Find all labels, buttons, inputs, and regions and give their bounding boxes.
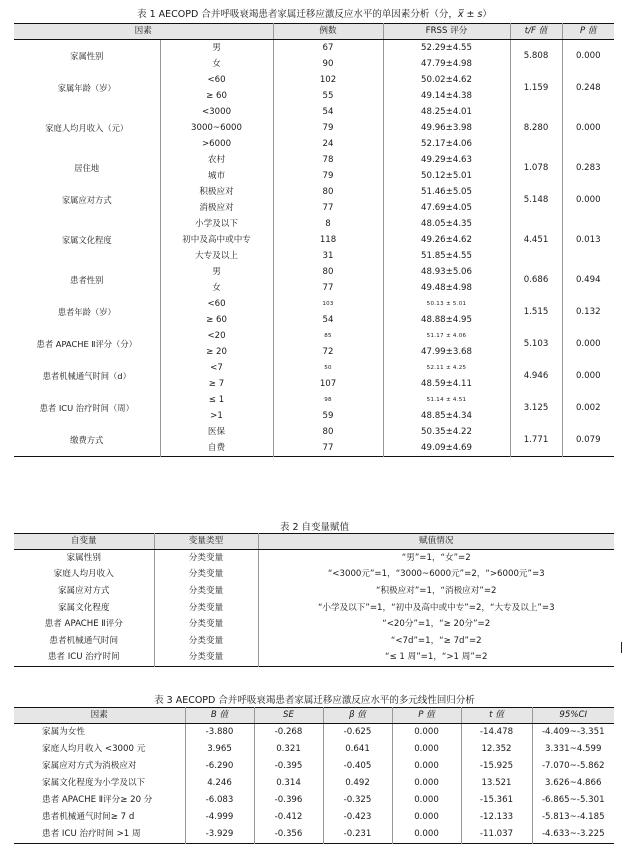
p-value-cell: 0.494 (575, 274, 601, 285)
score-cell: 51.46±5.05 (383, 184, 510, 200)
table2-caption: 表 2 自变量赋值 (279, 522, 350, 533)
score-cell: 48.05±4.35 (383, 216, 510, 232)
assignment-cell: “≤ 1 周”=1，“>1 周”=2 (385, 652, 488, 663)
beta-cell: -0.325 (323, 792, 392, 809)
b-value-cell: -3.929 (185, 826, 254, 844)
level-cell: <60 (160, 296, 273, 312)
stat-cell: 3.125 (510, 392, 562, 424)
level-cell: ≥ 7 (160, 376, 273, 392)
table3-header-b: B 值 (185, 708, 254, 724)
beta-cell: 0.492 (323, 775, 392, 792)
score-cell: 51.85±4.55 (383, 248, 510, 264)
p-value-cell: 0.283 (575, 162, 601, 173)
table2-row (14, 567, 614, 584)
table3-header-beta: β 值 (323, 708, 392, 724)
count-cell: 79 (273, 120, 383, 136)
se-cell: -0.268 (254, 724, 323, 742)
score-cell: 50.13 ± 5.01 (383, 296, 510, 312)
factor-cell: 患者机械通气时间（d） (14, 360, 160, 392)
p-value-cell: 0.013 (575, 234, 601, 245)
ci-cell: -4.633~-3.225 (541, 829, 605, 839)
level-cell: 小学及以下 (160, 216, 273, 232)
type-cell: 分类变量 (154, 650, 258, 667)
factor-cell: 家庭人均月收入 <3000 元 (14, 741, 185, 758)
count-cell: 80 (273, 424, 383, 440)
level-cell: >6000 (160, 136, 273, 152)
table1-caption-text: 表 1 AECOPD 合并呼吸衰竭患者家属迁移应激反应水平的单因素分析（分， (137, 9, 458, 20)
type-cell: 分类变量 (154, 567, 258, 584)
table1-row (14, 360, 614, 376)
factor-cell: 家属文化程度为小学及以下 (14, 775, 185, 792)
score-cell: 48.25±4.01 (383, 104, 510, 120)
p-value-cell: 0.000 (392, 758, 461, 775)
p-value-cell: 0.000 (575, 194, 601, 205)
t-value-cell: 12.352 (461, 741, 532, 758)
score-cell: 49.09±4.69 (383, 440, 510, 457)
type-cell: 分类变量 (154, 633, 258, 650)
p-value-cell: 0.000 (392, 792, 461, 809)
table3-row (14, 724, 614, 742)
factor-cell: 患者 APACHE Ⅱ评分（分） (14, 328, 160, 360)
stat-cell: 5.148 (510, 184, 562, 216)
assignment-cell: “积极应对”=1，“消极应对”=2 (376, 585, 497, 596)
score-cell: 52.29±4.55 (383, 40, 510, 57)
score-cell: 47.79±4.98 (383, 56, 510, 72)
count-cell: 8 (273, 216, 383, 232)
count-cell: 77 (273, 200, 383, 216)
score-cell: 47.69±4.05 (383, 200, 510, 216)
table2-header-variable: 自变量 (14, 534, 154, 550)
variable-cell: 家属应对方式 (14, 583, 154, 600)
stat-cell: 8.280 (510, 104, 562, 152)
level-cell: 女 (160, 280, 273, 296)
variable-cell: 家属性别 (14, 550, 154, 567)
level-cell: <3000 (160, 104, 273, 120)
p-value-cell: 0.132 (575, 306, 601, 317)
p-value-cell: 0.000 (392, 724, 461, 742)
p-value-cell: 0.000 (392, 741, 461, 758)
score-cell: 48.59±4.11 (383, 376, 510, 392)
stat-cell: 5.103 (510, 328, 562, 360)
count-cell: 59 (273, 408, 383, 424)
level-cell: 男 (160, 264, 273, 280)
stat-cell: 1.771 (510, 424, 562, 457)
assignment-cell: “小学及以下”=1，“初中及高中或中专”=2，“大专及以上”=3 (317, 602, 555, 613)
type-cell: 分类变量 (154, 600, 258, 617)
b-value-cell: 3.965 (185, 741, 254, 758)
factor-cell: 患者性别 (14, 264, 160, 296)
assignment-cell: “男”=1，“女”=2 (401, 552, 471, 563)
count-cell: 54 (273, 312, 383, 328)
table1-row (14, 216, 614, 232)
assignment-cell: “<7d”=1，“≥ 7d”=2 (390, 635, 482, 646)
se-cell: 0.321 (254, 741, 323, 758)
table1 (14, 23, 614, 457)
table3-header-t: t 值 (461, 708, 532, 724)
table1-header-n: 例数 (273, 24, 383, 40)
table1-header-stat: t/F 值 (510, 24, 562, 40)
factor-cell: 家属年龄（岁） (14, 72, 160, 104)
table3-header-p: P 值 (392, 708, 461, 724)
level-cell: <7 (160, 360, 273, 376)
level-cell: <20 (160, 328, 273, 344)
variable-cell: 患者机械通气时间 (14, 633, 154, 650)
table1-header-score: FRSS 评分 (383, 24, 510, 40)
count-cell: 24 (273, 136, 383, 152)
beta-cell: -0.625 (323, 724, 392, 742)
table1-row (14, 72, 614, 88)
count-cell: 107 (273, 376, 383, 392)
level-cell: 农村 (160, 152, 273, 168)
score-cell: 50.12±5.01 (383, 168, 510, 184)
count-cell: 80 (273, 264, 383, 280)
level-cell: ≥ 60 (160, 312, 273, 328)
p-value-cell: 0.000 (392, 809, 461, 826)
score-cell: 52.17±4.06 (383, 136, 510, 152)
table3-row (14, 758, 614, 775)
p-value-cell: 0.000 (575, 370, 601, 381)
score-cell: 50.02±4.62 (383, 72, 510, 88)
text-cursor (621, 642, 622, 653)
p-value-cell: 0.000 (392, 826, 461, 844)
level-cell: 消极应对 (160, 200, 273, 216)
factor-cell: 患者 ICU 治疗时间 >1 周 (14, 826, 185, 844)
table3-caption: 表 3 AECOPD 合并呼吸衰竭患者家属迁移应激反应水平的多元线性回归分析 (154, 695, 475, 706)
ci-cell: -6.865~-5.301 (541, 795, 605, 805)
beta-cell: -0.405 (323, 758, 392, 775)
count-cell: 77 (273, 440, 383, 457)
table3-header-row (14, 708, 614, 724)
b-value-cell: -4.999 (185, 809, 254, 826)
table1-row (14, 104, 614, 120)
table3-row (14, 741, 614, 758)
type-cell: 分类变量 (154, 583, 258, 600)
count-cell: 103 (273, 296, 383, 312)
stat-cell: 1.078 (510, 152, 562, 184)
assignment-cell: “<20分”=1，“≥ 20分”=2 (382, 619, 491, 630)
se-cell: -0.356 (254, 826, 323, 844)
stat-cell: 1.515 (510, 296, 562, 328)
ci-cell: 3.626~4.866 (545, 778, 602, 788)
table1-row (14, 40, 614, 57)
score-cell: 49.48±4.98 (383, 280, 510, 296)
score-cell: 51.17 ± 4.06 (383, 328, 510, 344)
se-cell: -0.412 (254, 809, 323, 826)
se-cell: 0.314 (254, 775, 323, 792)
level-cell: 男 (160, 40, 273, 57)
count-cell: 85 (273, 328, 383, 344)
level-cell: ≤ 1 (160, 392, 273, 408)
p-value-cell: 0.000 (575, 50, 601, 61)
table1-header-row (14, 24, 614, 40)
table1-caption-end: ） (482, 9, 492, 20)
count-cell: 78 (273, 152, 383, 168)
se-cell: -0.395 (254, 758, 323, 775)
p-value-cell: 0.000 (575, 338, 601, 349)
table1-row (14, 392, 614, 408)
score-cell: 49.26±4.62 (383, 232, 510, 248)
table2-row (14, 616, 614, 633)
table1-row (14, 296, 614, 312)
score-cell: 47.99±3.68 (383, 344, 510, 360)
type-cell: 分类变量 (154, 616, 258, 633)
table1-header-factor: 因素 (14, 24, 273, 40)
level-cell: 城市 (160, 168, 273, 184)
score-cell: 48.93±5.06 (383, 264, 510, 280)
table3-row (14, 809, 614, 826)
factor-cell: 患者 ICU 治疗时间（周） (14, 392, 160, 424)
table1-row (14, 264, 614, 280)
ci-cell: -7.070~-5.862 (541, 761, 605, 771)
t-value-cell: -15.361 (461, 792, 532, 809)
level-cell: ≥ 60 (160, 88, 273, 104)
stat-cell: 4.451 (510, 216, 562, 264)
factor-cell: 家属性别 (14, 40, 160, 73)
table1-header-p: P 值 (562, 24, 614, 40)
count-cell: 102 (273, 72, 383, 88)
level-cell: 女 (160, 56, 273, 72)
score-cell: 52.11 ± 4.25 (383, 360, 510, 376)
count-cell: 55 (273, 88, 383, 104)
p-value-cell: 0.002 (575, 402, 601, 413)
stat-cell: 5.808 (510, 40, 562, 73)
t-value-cell: -15.925 (461, 758, 532, 775)
ci-cell: 3.331~4.599 (545, 744, 602, 754)
table3-header-se: SE (254, 708, 323, 724)
table2-row (14, 650, 614, 667)
count-cell: 50 (273, 360, 383, 376)
count-cell: 72 (273, 344, 383, 360)
count-cell: 90 (273, 56, 383, 72)
level-cell: >1 (160, 408, 273, 424)
beta-cell: -0.423 (323, 809, 392, 826)
score-cell: 49.29±4.63 (383, 152, 510, 168)
t-value-cell: -12.133 (461, 809, 532, 826)
factor-cell: 缴费方式 (14, 424, 160, 457)
p-value-cell: 0.248 (575, 82, 601, 93)
count-cell: 67 (273, 40, 383, 57)
count-cell: 54 (273, 104, 383, 120)
table1-caption-stat: x̅ ± s (457, 9, 483, 20)
stat-cell: 0.686 (510, 264, 562, 296)
score-cell: 48.85±4.34 (383, 408, 510, 424)
level-cell: 大专及以上 (160, 248, 273, 264)
stat-cell: 4.946 (510, 360, 562, 392)
table2-header-assignment: 赋值情况 (258, 534, 614, 550)
level-cell: 3000~6000 (160, 120, 273, 136)
type-cell: 分类变量 (154, 550, 258, 567)
score-cell: 49.14±4.38 (383, 88, 510, 104)
table3-row (14, 792, 614, 809)
variable-cell: 家庭人均月收入 (14, 567, 154, 584)
b-value-cell: -3.880 (185, 724, 254, 742)
factor-cell: 家属文化程度 (14, 216, 160, 264)
table3-header-factor: 因素 (14, 708, 185, 724)
beta-cell: 0.641 (323, 741, 392, 758)
p-value-cell: 0.000 (392, 775, 461, 792)
count-cell: 118 (273, 232, 383, 248)
beta-cell: -0.231 (323, 826, 392, 844)
ci-cell: -4.409~-3.351 (541, 727, 605, 737)
level-cell: 积极应对 (160, 184, 273, 200)
t-value-cell: 13.521 (461, 775, 532, 792)
count-cell: 79 (273, 168, 383, 184)
stat-cell: 1.159 (510, 72, 562, 104)
factor-cell: 家庭人均月收入（元） (14, 104, 160, 152)
factor-cell: 患者机械通气时间≥ 7 d (14, 809, 185, 826)
count-cell: 77 (273, 280, 383, 296)
table2-row (14, 600, 614, 617)
level-cell: 自费 (160, 440, 273, 457)
t-value-cell: -14.478 (461, 724, 532, 742)
count-cell: 31 (273, 248, 383, 264)
t-value-cell: -11.037 (461, 826, 532, 844)
b-value-cell: 4.246 (185, 775, 254, 792)
p-value-cell: 0.079 (575, 434, 601, 445)
table3 (14, 707, 614, 844)
factor-cell: 家属为女性 (14, 724, 185, 742)
p-value-cell: 0.000 (575, 122, 601, 133)
se-cell: -0.396 (254, 792, 323, 809)
factor-cell: 患者年龄（岁） (14, 296, 160, 328)
factor-cell: 家属应对方式 (14, 184, 160, 216)
table2 (14, 533, 614, 667)
table1-row (14, 424, 614, 440)
b-value-cell: -6.083 (185, 792, 254, 809)
count-cell: 80 (273, 184, 383, 200)
count-cell: 98 (273, 392, 383, 408)
factor-cell: 患者 APACHE Ⅱ评分≥ 20 分 (14, 792, 185, 809)
table1-row (14, 328, 614, 344)
table2-row (14, 550, 614, 567)
assignment-cell: “<3000元”=1，“3000~6000元”=2，“>6000元”=3 (327, 569, 545, 580)
level-cell: 初中及高中或中专 (160, 232, 273, 248)
table2-row (14, 583, 614, 600)
table1-caption (0, 6, 629, 20)
table2-row (14, 633, 614, 650)
variable-cell: 家属文化程度 (14, 600, 154, 617)
table2-header-row (14, 534, 614, 550)
level-cell: 医保 (160, 424, 273, 440)
table3-row (14, 826, 614, 844)
score-cell: 48.88±4.95 (383, 312, 510, 328)
table3-row (14, 775, 614, 792)
ci-cell: -5.813~-4.185 (541, 812, 605, 822)
score-cell: 51.14 ± 4.51 (383, 392, 510, 408)
table3-header-ci: 95%CI (532, 708, 614, 724)
b-value-cell: -6.290 (185, 758, 254, 775)
table2-header-type: 变量类型 (154, 534, 258, 550)
score-cell: 49.96±3.98 (383, 120, 510, 136)
level-cell: <60 (160, 72, 273, 88)
table1-row (14, 152, 614, 168)
factor-cell: 家属应对方式为消极应对 (14, 758, 185, 775)
table1-row (14, 184, 614, 200)
level-cell: ≥ 20 (160, 344, 273, 360)
factor-cell: 居住地 (14, 152, 160, 184)
variable-cell: 患者 APACHE Ⅱ评分 (14, 616, 154, 633)
variable-cell: 患者 ICU 治疗时间 (14, 650, 154, 667)
score-cell: 50.35±4.22 (383, 424, 510, 440)
